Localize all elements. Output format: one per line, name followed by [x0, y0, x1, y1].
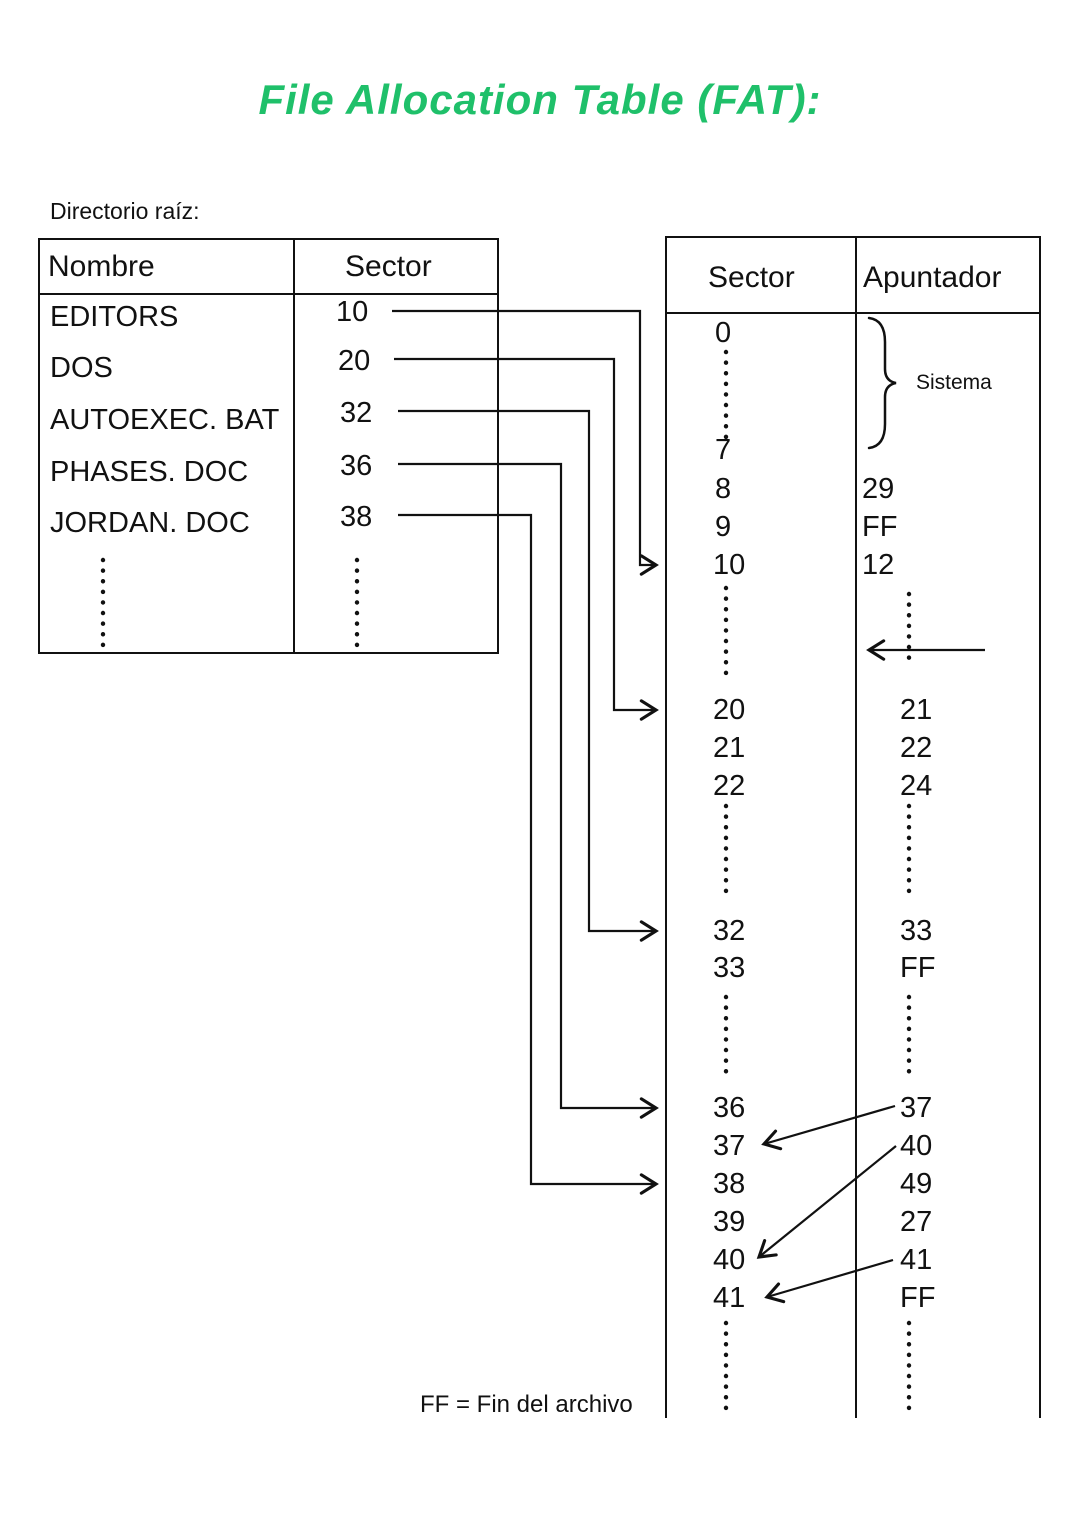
fat-pointer-36: 37 — [900, 1092, 933, 1124]
fat-sector-38: 38 — [713, 1168, 746, 1200]
dir-row-sector-jordan: 38 — [340, 501, 373, 533]
dir-row-sector-autoexec: 32 — [340, 397, 373, 429]
fat-column-divider — [855, 238, 857, 1418]
fat-pointer-40: 41 — [900, 1244, 933, 1276]
directory-header-divider — [40, 293, 497, 295]
page-title: File Allocation Table (FAT): — [258, 76, 822, 123]
fat-sector-41: 41 — [713, 1282, 746, 1314]
dir-row-name-jordan: JORDAN. DOC — [50, 507, 250, 539]
fat-pointer-9: FF — [862, 511, 898, 543]
fat-sector-40: 40 — [713, 1244, 746, 1276]
fat-pointer-32: 33 — [900, 915, 933, 947]
dir-header-sector: Sector — [345, 250, 432, 283]
fat-sector-39: 39 — [713, 1206, 746, 1238]
fat-sector-10: 10 — [713, 549, 746, 581]
fat-sector-0: 0 — [715, 317, 732, 349]
system-label: Sistema — [916, 371, 992, 394]
fat-pointer-33: FF — [900, 952, 936, 984]
fat-sector-22: 22 — [713, 770, 746, 802]
fat-pointer-20: 21 — [900, 694, 933, 726]
dir-row-name-phases: PHASES. DOC — [50, 456, 249, 488]
dir-row-sector-phases: 36 — [340, 450, 373, 482]
fat-sector-9: 9 — [715, 511, 732, 543]
fat-sector-20: 20 — [713, 694, 746, 726]
fat-sector-37: 37 — [713, 1130, 746, 1162]
fat-pointer-10: 12 — [862, 549, 895, 581]
dir-row-name-editors: EDITORS — [50, 301, 179, 333]
fat-header-apuntador: Apuntador — [863, 261, 1002, 294]
fat-sector-36: 36 — [713, 1092, 746, 1124]
fat-header-divider — [667, 312, 1039, 314]
fat-header-sector: Sector — [708, 261, 795, 294]
fat-sector-7: 7 — [715, 434, 732, 466]
directory-column-divider — [293, 240, 295, 652]
fat-pointer-8: 29 — [862, 473, 895, 505]
fat-pointer-21: 22 — [900, 732, 933, 764]
dir-row-name-autoexec: AUTOEXEC. BAT — [50, 404, 280, 436]
root-directory-label: Directorio raíz: — [50, 198, 200, 224]
fat-pointer-39: 27 — [900, 1206, 933, 1238]
fat-table — [665, 236, 1041, 1418]
fat-pointer-38: 49 — [900, 1168, 933, 1200]
fat-pointer-37: 40 — [900, 1130, 933, 1162]
fat-sector-21: 21 — [713, 732, 746, 764]
fat-pointer-41: FF — [900, 1282, 936, 1314]
fat-sector-8: 8 — [715, 473, 732, 505]
footnote-ff: FF = Fin del archivo — [420, 1391, 633, 1418]
dir-header-nombre: Nombre — [48, 250, 155, 283]
dir-row-sector-editors: 10 — [336, 296, 369, 328]
fat-sector-32: 32 — [713, 915, 746, 947]
dir-row-name-dos: DOS — [50, 352, 113, 384]
dir-row-sector-dos: 20 — [338, 345, 371, 377]
fat-pointer-22: 24 — [900, 770, 933, 802]
fat-sector-33: 33 — [713, 952, 746, 984]
